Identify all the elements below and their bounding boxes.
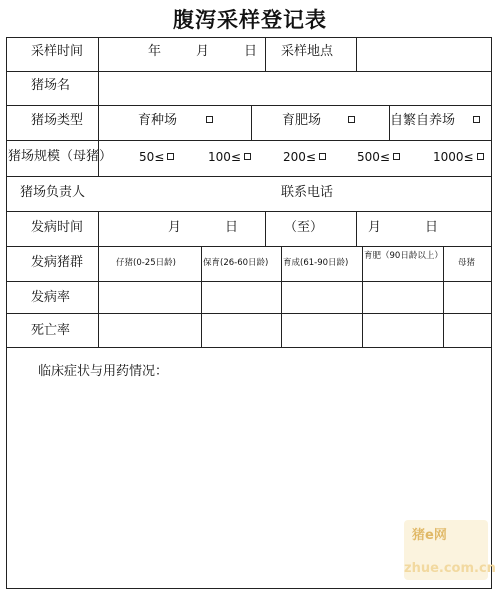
type-option-breeding[interactable] xyxy=(138,114,177,127)
phone-field[interactable] xyxy=(362,183,484,205)
mortality-label: 死亡率 xyxy=(31,323,71,338)
fattening-farm-label: 育肥场 xyxy=(282,113,322,128)
farm-type-label: 猪场类型 xyxy=(31,113,84,128)
checkbox-breeding[interactable] xyxy=(203,114,213,127)
farm-name-label: 猪场名 xyxy=(31,78,71,93)
affected-group-label: 发病猪群 xyxy=(31,255,84,270)
scale-option-200[interactable]: 200≤ xyxy=(283,150,326,164)
farm-manager-label: 猪场负责人 xyxy=(20,185,86,200)
onset-time-label: 发病时间 xyxy=(31,220,84,235)
watermark-brand: 猪e网 xyxy=(412,528,447,543)
year-label: 年 xyxy=(148,44,162,59)
group-nursery: 保育(26-60日龄) xyxy=(203,258,269,268)
phone-label: 联系电话 xyxy=(281,185,334,200)
scale-option-100[interactable]: 100≤ xyxy=(208,150,251,164)
type-option-fattening[interactable] xyxy=(282,114,321,127)
sampling-place-field[interactable] xyxy=(362,45,484,65)
end-day-label: 日 xyxy=(425,220,439,235)
end-month-label: 月 xyxy=(368,220,382,235)
farm-manager-field[interactable] xyxy=(104,183,254,205)
form-title: 腹泻采样登记表 xyxy=(173,8,327,32)
group-grower: 育成(61-90日龄) xyxy=(283,258,349,268)
sampling-place-label: 采样地点 xyxy=(281,44,334,59)
watermark-logo xyxy=(404,520,496,580)
month-label: 月 xyxy=(196,44,210,59)
farm-scale-label: 猪场规模（母猪） xyxy=(8,149,113,164)
checkbox-farrow-to-finish[interactable] xyxy=(470,114,480,127)
farrow-to-finish-label: 自繁自养场 xyxy=(390,113,456,128)
checkbox-fattening[interactable] xyxy=(345,114,355,127)
onset-to-label: （至） xyxy=(284,220,324,235)
breeding-farm-label: 育种场 xyxy=(138,113,178,128)
sampling-time-label: 采样时间 xyxy=(31,44,84,59)
scale-option-50[interactable]: 50≤ xyxy=(139,150,174,164)
group-finisher: 育肥（90日龄以上） xyxy=(364,251,443,261)
type-option-farrow-to-finish[interactable] xyxy=(390,114,455,127)
watermark-url: zhue.com.cn xyxy=(404,561,496,576)
clinical-notes-label: 临床症状与用药情况： xyxy=(38,364,169,379)
group-piglet: 仔猪(0-25日龄) xyxy=(116,258,176,268)
day-label: 日 xyxy=(244,44,258,59)
onset-day-label: 日 xyxy=(225,220,239,235)
farm-name-field[interactable] xyxy=(104,76,484,98)
onset-month-label: 月 xyxy=(168,220,182,235)
group-sow: 母猪 xyxy=(458,258,476,268)
scale-option-1000[interactable]: 1000≤ xyxy=(433,150,484,164)
morbidity-label: 发病率 xyxy=(31,290,71,305)
scale-option-500[interactable]: 500≤ xyxy=(357,150,400,164)
